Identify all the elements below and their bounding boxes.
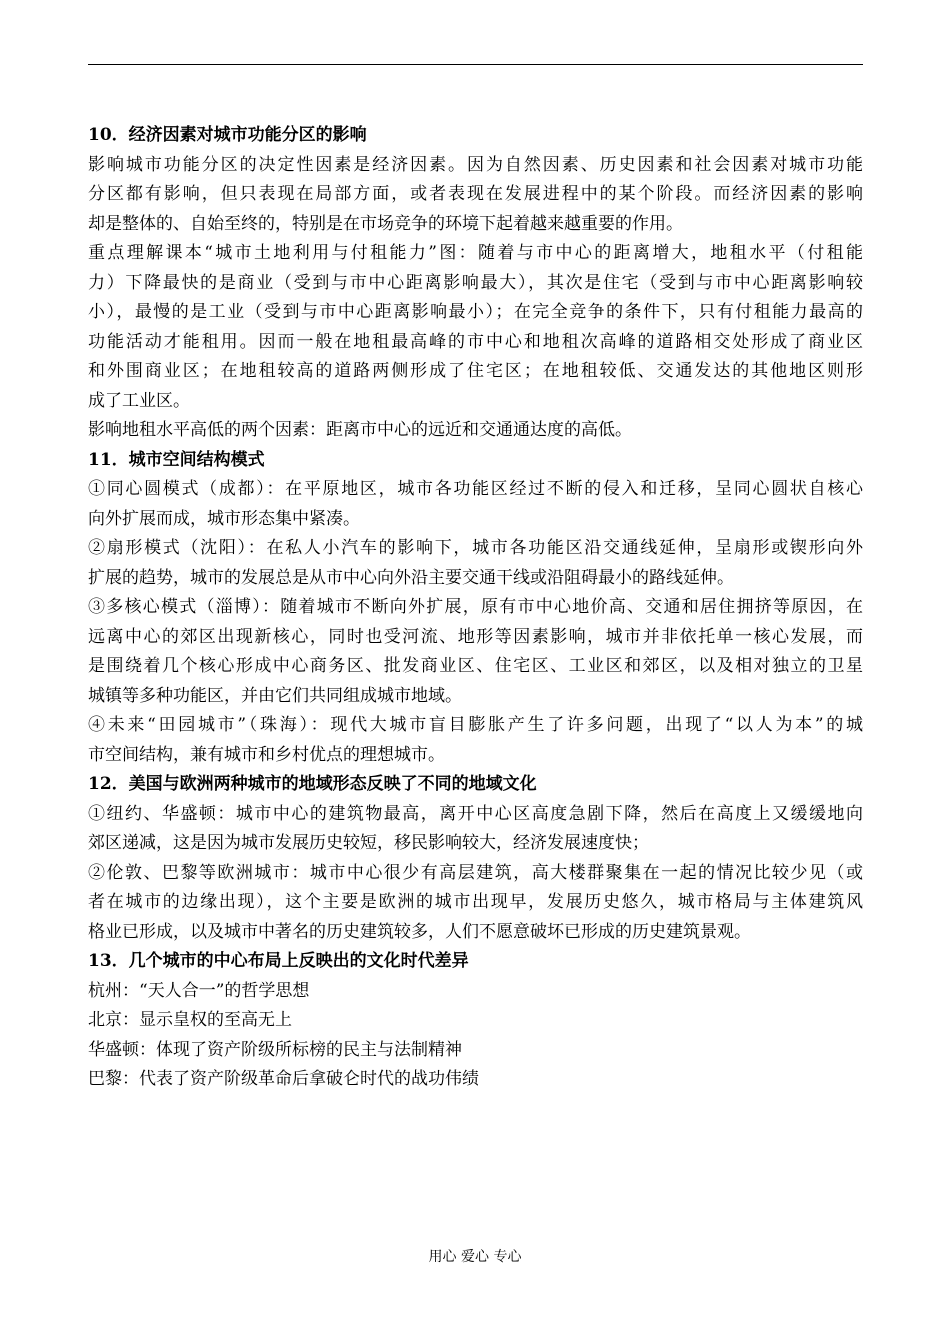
paragraph-line: 市空间结构，兼有城市和乡村优点的理想城市。	[88, 744, 445, 765]
paragraph-line: 杭州：“天人合一”的哲学思想	[88, 980, 310, 1001]
section-heading: 11．城市空间结构模式	[88, 449, 265, 470]
page-footer: 用心 爱心 专心	[428, 1249, 522, 1265]
section-heading: 12．美国与欧洲两种城市的地域形态反映了不同的地域文化	[88, 774, 537, 794]
paragraph-line: 郊区递减，这是因为城市发展历史较短，移民影响较大，经济发展速度快；	[88, 833, 649, 853]
section-heading: 13．几个城市的中心布局上反映出的文化时代差异	[88, 951, 469, 971]
paragraph-line: 城镇等多种功能区，并由它们共同组成城市地域。	[88, 685, 462, 706]
paragraph-line: 重点理解课本“城市土地利用与付租能力”图：随着与市中心的距离增大，地租水平（付租能	[88, 243, 863, 263]
section-heading: 10．经济因素对城市功能分区的影响	[88, 125, 367, 145]
paragraph-line: 影响城市功能分区的决定性因素是经济因素。因为自然因素、历史因素和社会因素对城市功能	[88, 154, 863, 175]
paragraph-line: 者在城市的边缘出现），这个主要是欧洲的城市出现早，发展历史悠久，城市格局与主体建筑风	[88, 892, 863, 912]
paragraph-line: 远离中心的郊区出现新核心，同时也受河流、地形等因素影响，城市并非依托单一核心发展，而	[88, 626, 863, 647]
paragraph-line: 和外围商业区；在地租较高的道路两侧形成了住宅区；在地租较低、交通发达的其他地区则形	[88, 361, 863, 381]
paragraph-line: 成了工业区。	[88, 390, 190, 411]
paragraph-line: 功能活动才能租用。因而一般在地租最高峰的市中心和地租次高峰的道路相交处形成了商业区	[88, 331, 863, 352]
paragraph-line: 巴黎：代表了资产阶级革命后拿破仑时代的战功伟绩	[88, 1069, 479, 1089]
document-body	[88, 121, 863, 1095]
paragraph-line: 向外扩展而成，城市形态集中紧凑。	[88, 508, 360, 529]
paragraph-line: ③多核心模式（淄博）：随着城市不断向外扩展，原有市中心地价高、交通和居住拥挤等原因，在	[88, 597, 863, 617]
paragraph-line: 北京：显示皇权的至高无上	[88, 1010, 292, 1030]
header-rule	[88, 64, 863, 65]
paragraph-line: 格业已形成，以及城市中著名的历史建筑较多，人们不愿意破坏已形成的历史建筑景观。	[88, 921, 751, 942]
paragraph-line: ②扇形模式（沈阳）：在私人小汽车的影响下，城市各功能区沿交通线延伸，呈扇形或锲形向外	[88, 538, 863, 558]
paragraph-line: 力）下降最快的是商业（受到与市中心距离影响最大），其次是住宅（受到与市中心距离影响较	[88, 272, 863, 293]
paragraph-line: 影响地租水平高低的两个因素：距离市中心的远近和交通通达度的高低。	[88, 420, 632, 440]
paragraph-line: ①纽约、华盛顿：城市中心的建筑物最高，离开中心区高度急剧下降，然后在高度上又缓缓地向	[88, 803, 863, 824]
paragraph-line: 却是整体的、自始至终的，特别是在市场竞争的环境下起着越来越重要的作用。	[88, 213, 683, 234]
paragraph-line: 华盛顿：体现了资产阶级所标榜的民主与法制精神	[88, 1039, 462, 1060]
paragraph-line: ①同心圆模式（成都）：在平原地区，城市各功能区经过不断的侵入和迁移，呈同心圆状自核心	[88, 479, 863, 499]
paragraph-line: 分区都有影响，但只表现在局部方面，或者表现在发展进程中的某个阶段。而经济因素的影响	[88, 184, 863, 204]
paragraph-line: ②伦敦、巴黎等欧洲城市：城市中心很少有高层建筑，高大楼群聚集在一起的情况比较少见（或	[88, 862, 863, 883]
paragraph-line: 小），最慢的是工业（受到与市中心距离影响最小）；在完全竞争的条件下，只有付租能力最高的	[88, 302, 863, 322]
paragraph-line: 是围绕着几个核心形成中心商务区、批发商业区、住宅区、工业区和郊区，以及相对独立的卫星	[88, 656, 863, 676]
paragraph-line: 扩展的趋势，城市的发展总是从市中心向外沿主要交通干线或沿阻碍最小的路线延伸。	[88, 567, 734, 588]
paragraph-line: ④未来“田园城市”（珠海）：现代大城市盲目膨胀产生了许多问题，出现了“以人为本”的城	[88, 715, 863, 735]
